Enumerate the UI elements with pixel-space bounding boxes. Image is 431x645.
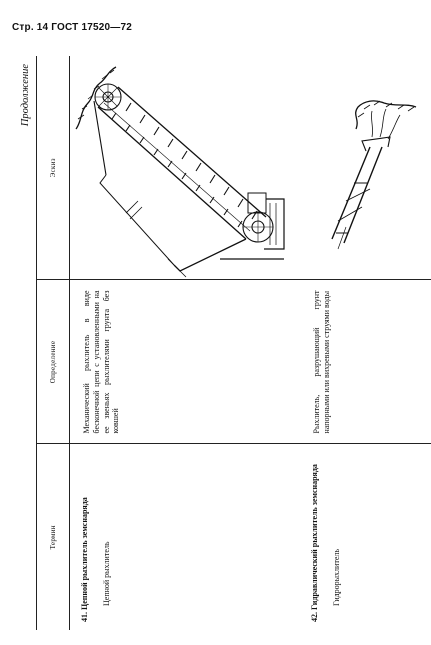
term-alternative: Гидрорыхлитель [331, 548, 341, 606]
definition-text: Рыхлитель, разрушающий грунт напорными или вихревыми струями воды [312, 290, 331, 434]
term-title: 41. Цепной рыхлитель земснаряда [80, 497, 89, 622]
page-header: Стр. 14 ГОСТ 17520—72 [12, 22, 132, 33]
terms-sheet [18, 56, 418, 630]
column-header-term: Термин [37, 444, 70, 630]
chain-ripper-sketch [70, 56, 288, 280]
term-cell [300, 444, 431, 630]
term-cell [70, 444, 301, 630]
column-header-definition: Определение [37, 280, 70, 444]
table-header-row [37, 56, 70, 630]
definition-cell [300, 280, 431, 444]
sketch-cell [70, 56, 301, 280]
terms-table [36, 56, 431, 630]
hydraulic-ripper-sketch [300, 56, 431, 280]
continuation-label: Продолжение [20, 64, 31, 127]
term-title: 42. Гидравлический рыхлитель земснаряда [310, 464, 319, 622]
definition-text: Механический рыхлитель в виде бесконечной цепи с установленными на ее звеньях рыхлителями грунта без ковшей [82, 290, 121, 434]
table-row [300, 56, 431, 630]
table-row [70, 56, 301, 630]
rotated-page-area [18, 56, 418, 630]
definition-cell [70, 280, 301, 444]
term-alternative: Цепной рыхлитель [101, 541, 111, 606]
column-header-sketch: Эскиз [37, 56, 70, 280]
sketch-cell [300, 56, 431, 280]
